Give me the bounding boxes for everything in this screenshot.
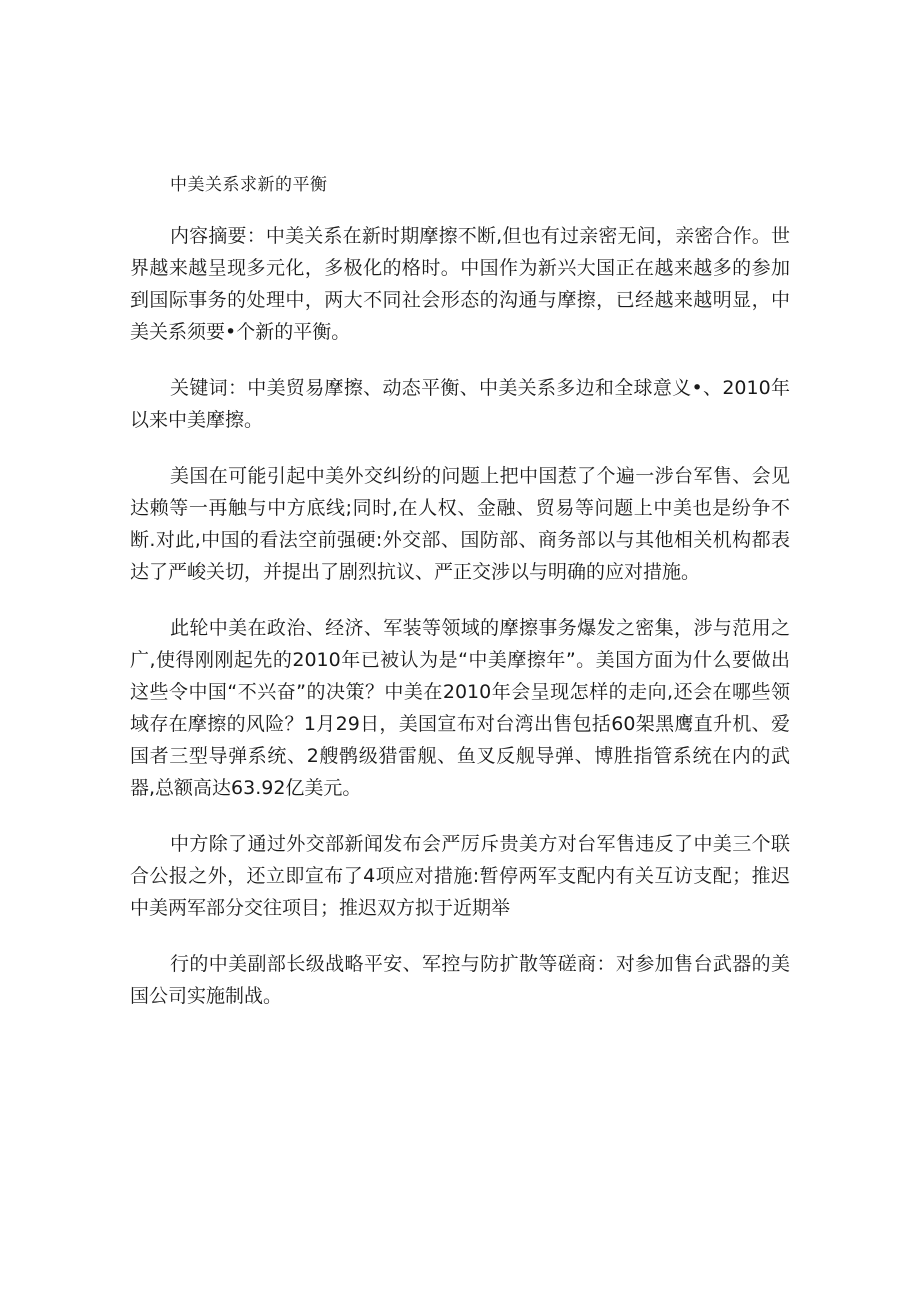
body-paragraph: 行的中美副部长级战略平安、军控与防扩散等磋商：对参加售台武器的美国公司实施制战。	[130, 953, 790, 1007]
document-title: 中美关系求新的平衡	[170, 175, 328, 195]
body-paragraph: 此轮中美在政治、经济、军装等领域的摩擦事务爆发之密集，涉与范用之广,使得刚刚起先的2010年已被认为是“中美摩擦年”。美国方面为什么要做出这些令中国“不兴奋”的决策？中美在2010年会呈现怎样的走向,还会在哪些领域存在摩擦的风险？1月29日，美国宣布对台湾出售包括60架黑鹰直升机、爱国者三型导弹系统、2艘鹘级猎雷舰、鱼叉反舰导弹、博胜指管系统在内的武器,总额高达63.92亿美元。	[130, 617, 790, 799]
abstract-paragraph: 内容摘要：中美关系在新时期摩擦不断,但也有过亲密无间，亲密合作。世界越来越呈现多元化，多极化的格时。中国作为新兴大国正在越来越多的参加到国际事务的处理中，两大不同社会形态的沟通与摩擦，已经越来越明显，中美关系须要•个新的平衡。	[130, 225, 790, 343]
document-body	[130, 172, 790, 1036]
body-paragraph: 中方除了通过外交部新闻发布会严厉斥贵美方对台军售违反了中美三个联合公报之外，还立即宣布了4项应对措施:暂停两军支配内有关互访支配；推迟中美两军部分交往项目；推迟双方拟于近期举	[130, 833, 790, 919]
body-paragraph: 美国在可能引起中美外交纠纷的问题上把中国惹了个遍一涉台军售、会见达赖等一再触与中方底线;同时,在人权、金融、贸易等问题上中美也是纷争不断.对此,中国的看法空前强硬:外交部、国防部、商务部以与其他相关机构都表达了严峻关切，并提出了剧烈抗议、严正交涉以与明确的应对措施。	[130, 465, 790, 583]
keywords-paragraph: 关键词：中美贸易摩擦、动态平衡、中美关系多边和全球意义•、2010年以来中美摩擦。	[130, 377, 790, 431]
